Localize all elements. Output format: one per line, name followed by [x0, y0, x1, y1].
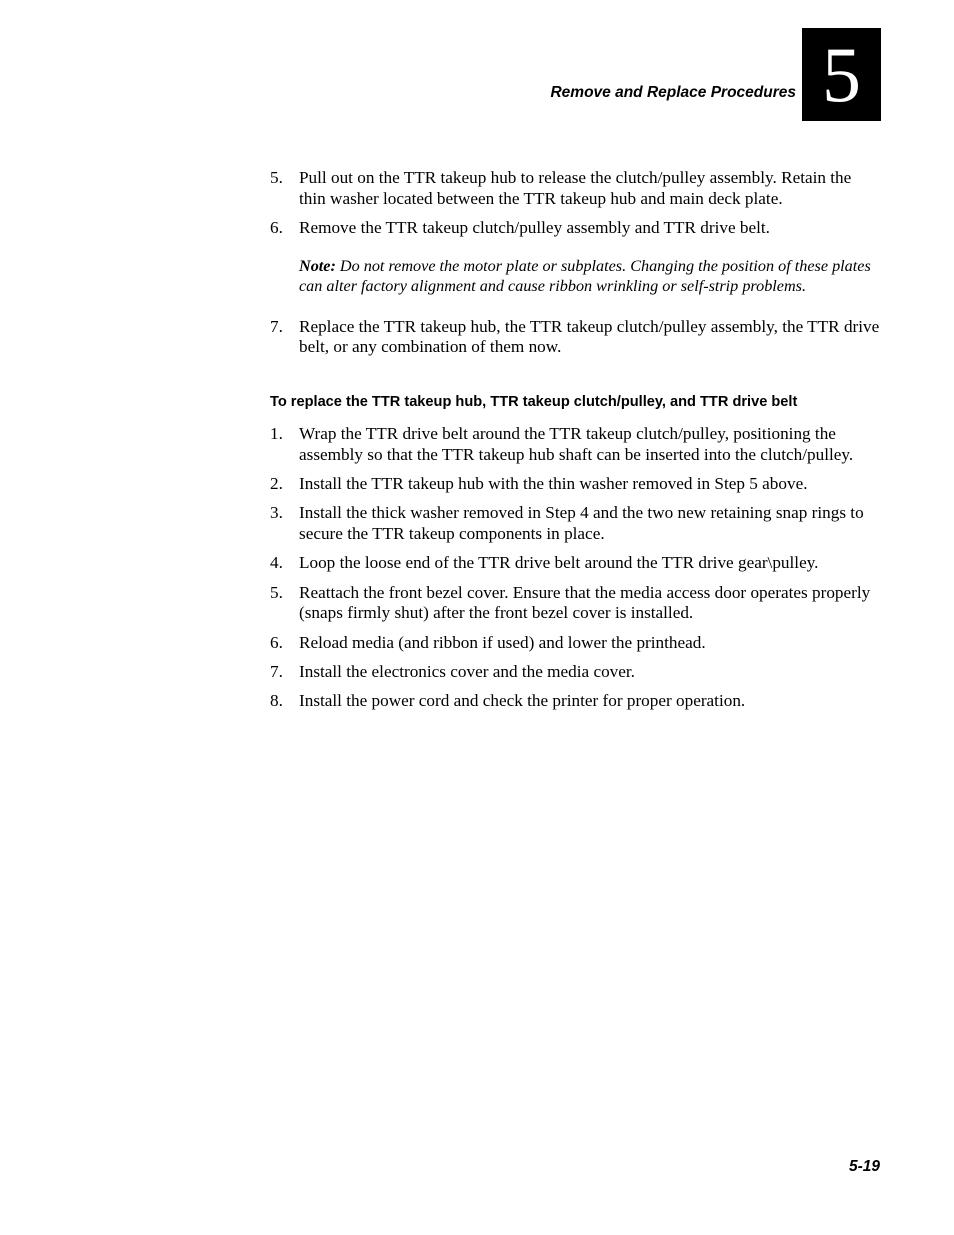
step-number: 6.: [270, 217, 283, 237]
list-item: [270, 503, 882, 544]
section-heading: To replace the TTR takeup hub, TTR takeup clutch/pulley, and TTR drive belt: [270, 393, 798, 410]
list-item: [270, 424, 882, 465]
step-text: Replace the TTR takeup hub, the TTR takeup clutch/pulley assembly, the TTR drive belt, or any combination of them now.: [299, 316, 880, 357]
removal-steps-continued-list: [270, 317, 882, 358]
list-item: [270, 317, 882, 358]
running-header-title: Remove and Replace Procedures: [550, 84, 796, 101]
step-text: Install the TTR takeup hub with the thin washer removed in Step 5 above.: [299, 473, 808, 493]
note-text: Do not remove the motor plate or subplates. Changing the position of these plates can alter factory alignment and cause ribbon wrinkling or self-strip problems.: [299, 256, 871, 296]
step-text: Install the thick washer removed in Step 4 and the two new retaining snap rings to secure the TTR takeup components in place.: [299, 503, 864, 543]
list-item: [270, 633, 882, 654]
step-text: Install the electronics cover and the media cover.: [299, 662, 635, 682]
step-text: Reattach the front bezel cover. Ensure that the media access door operates properly (snaps firmly shut) after the front bezel cover is installed.: [299, 582, 871, 623]
list-item: [270, 691, 882, 712]
step-number: 5.: [270, 582, 283, 602]
step-number: 3.: [270, 503, 283, 523]
step-text: Reload media (and ribbon if used) and lower the printhead.: [299, 632, 706, 652]
list-item: [270, 168, 882, 209]
step-number: 7.: [270, 316, 283, 336]
list-item: [270, 218, 882, 239]
step-text: Install the power cord and check the printer for proper operation.: [299, 691, 746, 711]
step-text: Loop the loose end of the TTR drive belt around the TTR drive gear\pulley.: [299, 553, 819, 573]
step-number: 6.: [270, 632, 283, 652]
note-label: Note:: [299, 256, 336, 275]
step-number: 2.: [270, 473, 283, 493]
removal-steps-list: [270, 168, 882, 239]
chapter-number-badge: 5: [802, 28, 881, 121]
page-number: 5-19: [848, 1158, 880, 1175]
step-text: Wrap the TTR drive belt around the TTR takeup clutch/pulley, positioning the assembly so that the TTR takeup hub shaft can be inserted into the clutch/pulley.: [299, 423, 854, 464]
step-number: 4.: [270, 553, 283, 573]
step-number: 7.: [270, 662, 283, 682]
step-number: 1.: [270, 423, 283, 443]
list-item: [270, 583, 882, 624]
list-item: [270, 553, 882, 574]
step-number: 5.: [270, 168, 283, 187]
step-text: Pull out on the TTR takeup hub to release the clutch/pulley assembly. Retain the thin washer located between the TTR takeup hub and main deck plate.: [299, 168, 852, 208]
replace-steps-list: [270, 424, 882, 712]
page-content: [270, 168, 882, 721]
note-block: [299, 256, 882, 297]
step-number: 8.: [270, 691, 283, 711]
step-text: Remove the TTR takeup clutch/pulley assembly and TTR drive belt.: [299, 217, 770, 237]
list-item: [270, 474, 882, 495]
list-item: [270, 662, 882, 683]
